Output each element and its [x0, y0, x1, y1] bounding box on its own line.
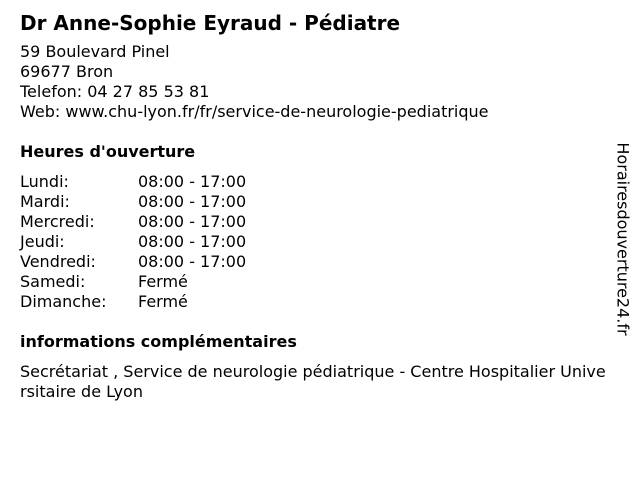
time-value: 08:00 - 17:00	[138, 212, 247, 231]
time-value: Fermé	[138, 272, 188, 291]
day-label: Samedi:	[20, 272, 86, 291]
hours-row-thursday	[20, 232, 610, 252]
day-label: Mardi:	[20, 192, 70, 211]
hours-row-tuesday	[20, 192, 610, 212]
day-label: Mercredi:	[20, 212, 95, 231]
hours-heading: Heures d'ouverture	[20, 142, 196, 161]
page-title: Dr Anne-Sophie Eyraud - Pédiatre	[20, 11, 401, 35]
brand-text: Horairesdouverture24.fr	[614, 142, 634, 336]
address-city: 69677 Bron	[20, 62, 114, 81]
day-label: Lundi:	[20, 172, 69, 191]
address-block	[20, 42, 610, 122]
day-label: Vendredi:	[20, 252, 96, 271]
vertical-brand-watermark	[608, 133, 638, 345]
time-value: 08:00 - 17:00	[138, 252, 247, 271]
day-label: Dimanche:	[20, 292, 107, 311]
address-street: 59 Boulevard Pinel	[20, 42, 170, 61]
hours-row-friday	[20, 252, 610, 272]
hours-row-saturday	[20, 272, 610, 292]
time-value: 08:00 - 17:00	[138, 172, 247, 191]
time-value: 08:00 - 17:00	[138, 232, 247, 251]
time-value: 08:00 - 17:00	[138, 192, 247, 211]
time-value: Fermé	[138, 292, 188, 311]
business-card	[20, 10, 610, 402]
website-link[interactable]: Web: www.chu-lyon.fr/fr/service-de-neurologie-pediatrique	[20, 102, 489, 121]
info-heading: informations complémentaires	[20, 332, 297, 351]
day-label: Jeudi:	[20, 232, 65, 251]
info-text: Secrétariat , Service de neurologie pédiatrique - Centre Hospitalier Universitaire de Lyon	[20, 362, 606, 401]
opening-hours-table	[20, 172, 610, 312]
phone-number: Telefon: 04 27 85 53 81	[20, 82, 210, 101]
hours-row-monday	[20, 172, 610, 192]
hours-row-sunday	[20, 292, 610, 312]
hours-row-wednesday	[20, 212, 610, 232]
